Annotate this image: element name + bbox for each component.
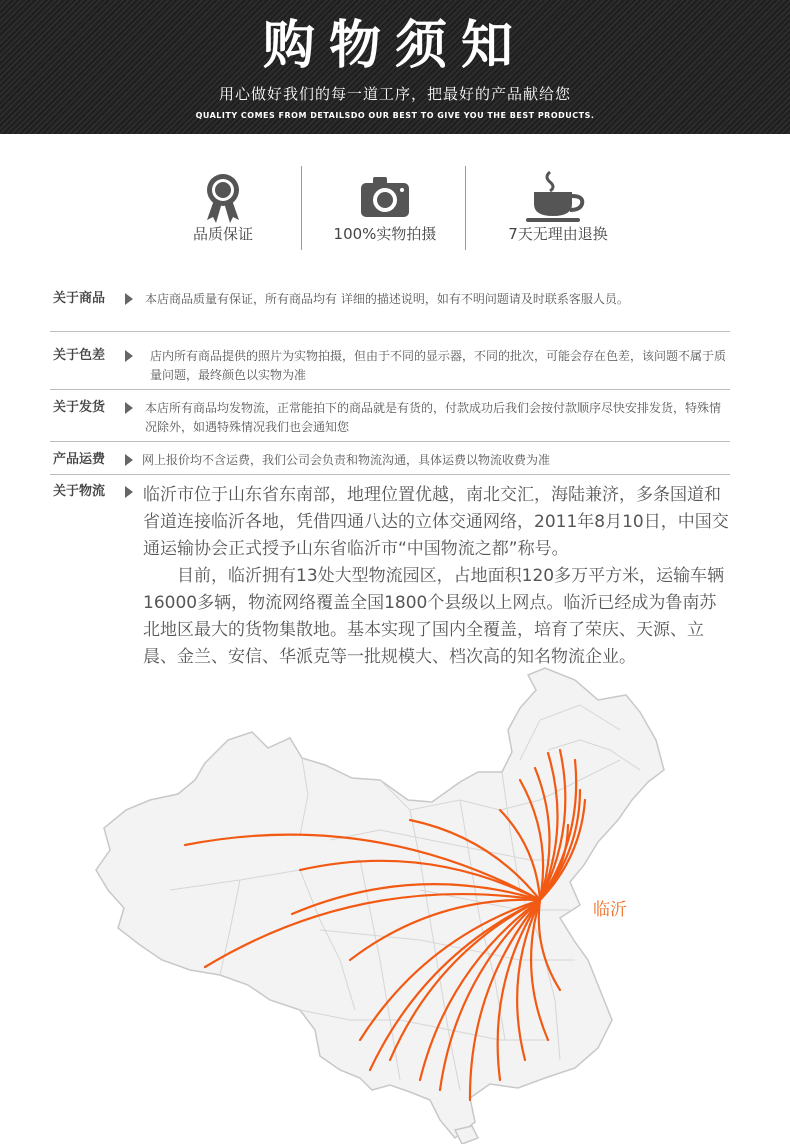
feature-label: 品质保证 xyxy=(192,225,253,243)
triangle-arrow-icon xyxy=(125,454,133,466)
notice-label: 关于色差 xyxy=(53,348,106,363)
page-subtitle: 用心做好我们的每一道工序，把最好的产品献给您 xyxy=(218,85,571,103)
china-map-outline xyxy=(96,668,664,1138)
coffee-cup-icon xyxy=(488,170,628,226)
feature-real-photo xyxy=(315,166,455,251)
feature-divider xyxy=(301,166,302,250)
triangle-arrow-icon xyxy=(125,293,133,305)
notice-text: 网上报价均不含运费，我们公司会负责和物流沟通，具体运费以物流收费为准 xyxy=(142,453,551,467)
notice-text: 本店商品质量有保证，所有商品均有 详细的描述说明，如有不明问题请及时联系客服人员。 xyxy=(145,292,629,306)
row-divider xyxy=(50,389,730,390)
row-divider xyxy=(50,441,730,442)
notice-label: 关于物流 xyxy=(53,484,106,499)
notice-text: 本店所有商品均发物流，正常能拍下的商品就是有货的，付款成功后我们会按付款顺序尽快安排发货，特殊情况除外，如遇特殊情况我们也会通知您 xyxy=(145,401,722,434)
city-label-linyi: 临沂 xyxy=(593,900,627,920)
logistics-description xyxy=(143,482,733,671)
logistics-paragraph: 目前，临沂拥有13处大型物流园区，占地面积120多万平方米，运输车辆16000多辆，物流网络覆盖全国1800个县级以上网点。临沂已经成为鲁南苏北地区最大的货物集散地。基本实现了国内全覆盖，培育了荣庆、天源、立晨、金兰、安信、华派克等一批规模大、档次高的知名物流企业。 xyxy=(143,566,725,667)
notice-row-freight xyxy=(50,451,730,473)
row-divider xyxy=(50,331,730,332)
notice-text: 店内所有商品提供的照片为实物拍摄，但由于不同的显示器，不同的批次，可能会存在色差，该问题不属于质量问题，最终颜色以实物为准 xyxy=(150,349,727,382)
notice-label: 关于商品 xyxy=(53,291,106,306)
header-banner xyxy=(0,0,790,134)
notice-row-shipping xyxy=(50,399,730,439)
page-subtitle-english: QUALITY COMES FROM DETAILSDO OUR BEST TO GIVE YOU THE BEST PRODUCTS. xyxy=(195,111,595,120)
feature-divider xyxy=(465,166,466,250)
feature-return xyxy=(488,166,628,251)
feature-label: 100%实物拍摄 xyxy=(333,225,437,243)
notice-label: 关于发货 xyxy=(53,400,106,415)
notice-label: 产品运费 xyxy=(53,452,106,467)
notice-row-color xyxy=(50,347,730,387)
triangle-arrow-icon xyxy=(125,402,133,414)
feature-label: 7天无理由退换 xyxy=(508,225,608,243)
feature-quality xyxy=(153,166,293,251)
logistics-paragraph: 临沂市位于山东省东南部，地理位置优越，南北交汇，海陆兼济，多条国道和省道连接临沂各地，凭借四通八达的立体交通网络，2011年8月10日，中国交通运输协会正式授予山东省临沂市“中国物流之都”称号。 xyxy=(143,485,729,559)
triangle-arrow-icon xyxy=(125,350,133,362)
page-title: 购物须知 xyxy=(262,16,527,76)
row-divider xyxy=(50,474,730,475)
camera-icon xyxy=(315,170,455,226)
triangle-arrow-icon xyxy=(125,486,133,498)
china-logistics-map xyxy=(0,660,790,1144)
notice-row-product xyxy=(50,290,730,330)
award-ribbon-icon xyxy=(153,170,293,226)
